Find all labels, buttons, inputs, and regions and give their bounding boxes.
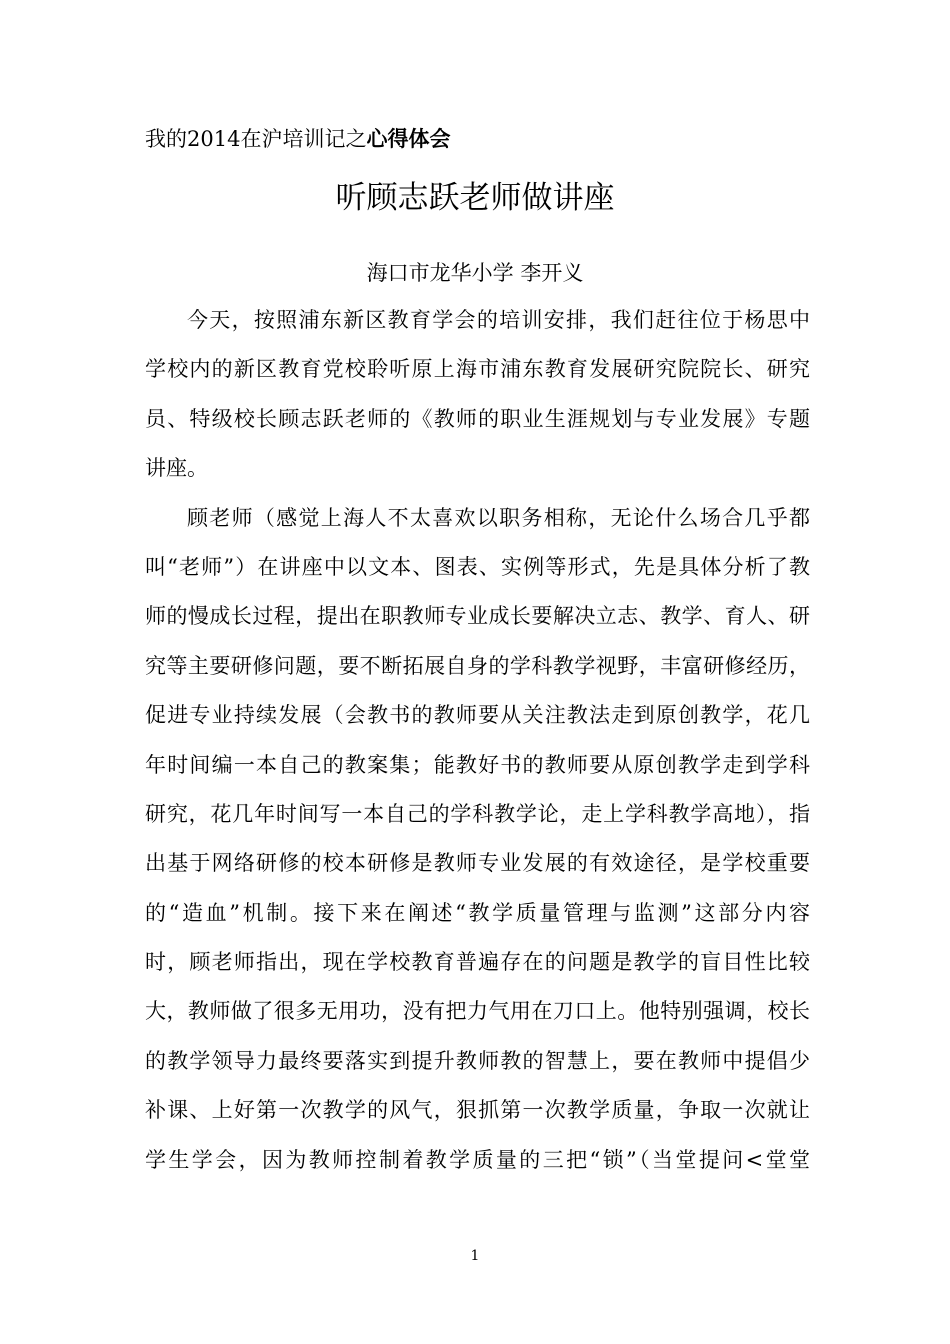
author-line: 海口市龙华小学 李开义 bbox=[366, 261, 584, 285]
series-heading bbox=[145, 124, 450, 154]
paragraph-line: 顾老师（感觉上海人不太喜欢以职务相称，无论什么场合几乎都 bbox=[187, 505, 810, 530]
paragraph-line: 叫“老师”）在讲座中以文本、图表、实例等形式，先是具体分析了教 bbox=[145, 554, 810, 579]
paragraph-line: 究等主要研修问题，要不断拓展自身的学科教学视野，丰富研修经历， bbox=[145, 653, 810, 678]
paragraph-line: 的“造血”机制。接下来在阐述“教学质量管理与监测”这部分内容 bbox=[145, 900, 810, 925]
body-text bbox=[145, 305, 810, 1194]
paragraph-line: 大，教师做了很多无用功，没有把力气用在刀口上。他特别强调，校长 bbox=[145, 999, 810, 1024]
paragraph-line: 出基于网络研修的校本研修是教师专业发展的有效途径，是学校重要 bbox=[145, 851, 810, 876]
paragraph-line: 补课、上好第一次教学的风气，狠抓第一次教学质量，争取一次就让 bbox=[145, 1098, 810, 1123]
paragraph-line: 师的慢成长过程，提出在职教师专业成长要解决立志、教学、育人、研 bbox=[145, 604, 810, 629]
paragraph-line: 促进专业持续发展（会教书的教师要从关注教法走到原创教学，花几 bbox=[145, 703, 810, 728]
paragraph-line: 时，顾老师指出，现在学校教育普遍存在的问题是教学的盲目性比较 bbox=[145, 950, 810, 975]
page-number: 1 bbox=[470, 1248, 480, 1264]
paragraph-line: 员、特级校长顾志跃老师的《教师的职业生涯规划与专业发展》专题 bbox=[145, 406, 810, 431]
series-emphasis: 心得体会 bbox=[366, 127, 451, 151]
page-title: 听顾志跃老师做讲座 bbox=[335, 180, 615, 216]
paragraph-line: 今天，按照浦东新区教育学会的培训安排，我们赶往位于杨思中 bbox=[187, 308, 810, 332]
paragraph-line: 讲座。 bbox=[145, 456, 208, 481]
paragraph-line: 年时间编一本自己的教案集；能教好书的教师要从原创教学走到学科 bbox=[145, 752, 810, 777]
series-prefix: 我的2014在沪培训记之 bbox=[145, 127, 367, 151]
paragraph-line: 研究，花几年时间写一本自己的学科教学论，走上学科教学高地），指 bbox=[145, 801, 810, 826]
paragraph-line: 学校内的新区教育党校聆听原上海市浦东教育发展研究院院长、研究 bbox=[145, 357, 810, 382]
paragraph-line: 的教学领导力最终要落实到提升教师教的智慧上，要在教师中提倡少 bbox=[145, 1048, 810, 1073]
paragraph-line: 学生学会，因为教师控制着教学质量的三把“锁”（当堂提问<堂堂 bbox=[145, 1147, 810, 1172]
